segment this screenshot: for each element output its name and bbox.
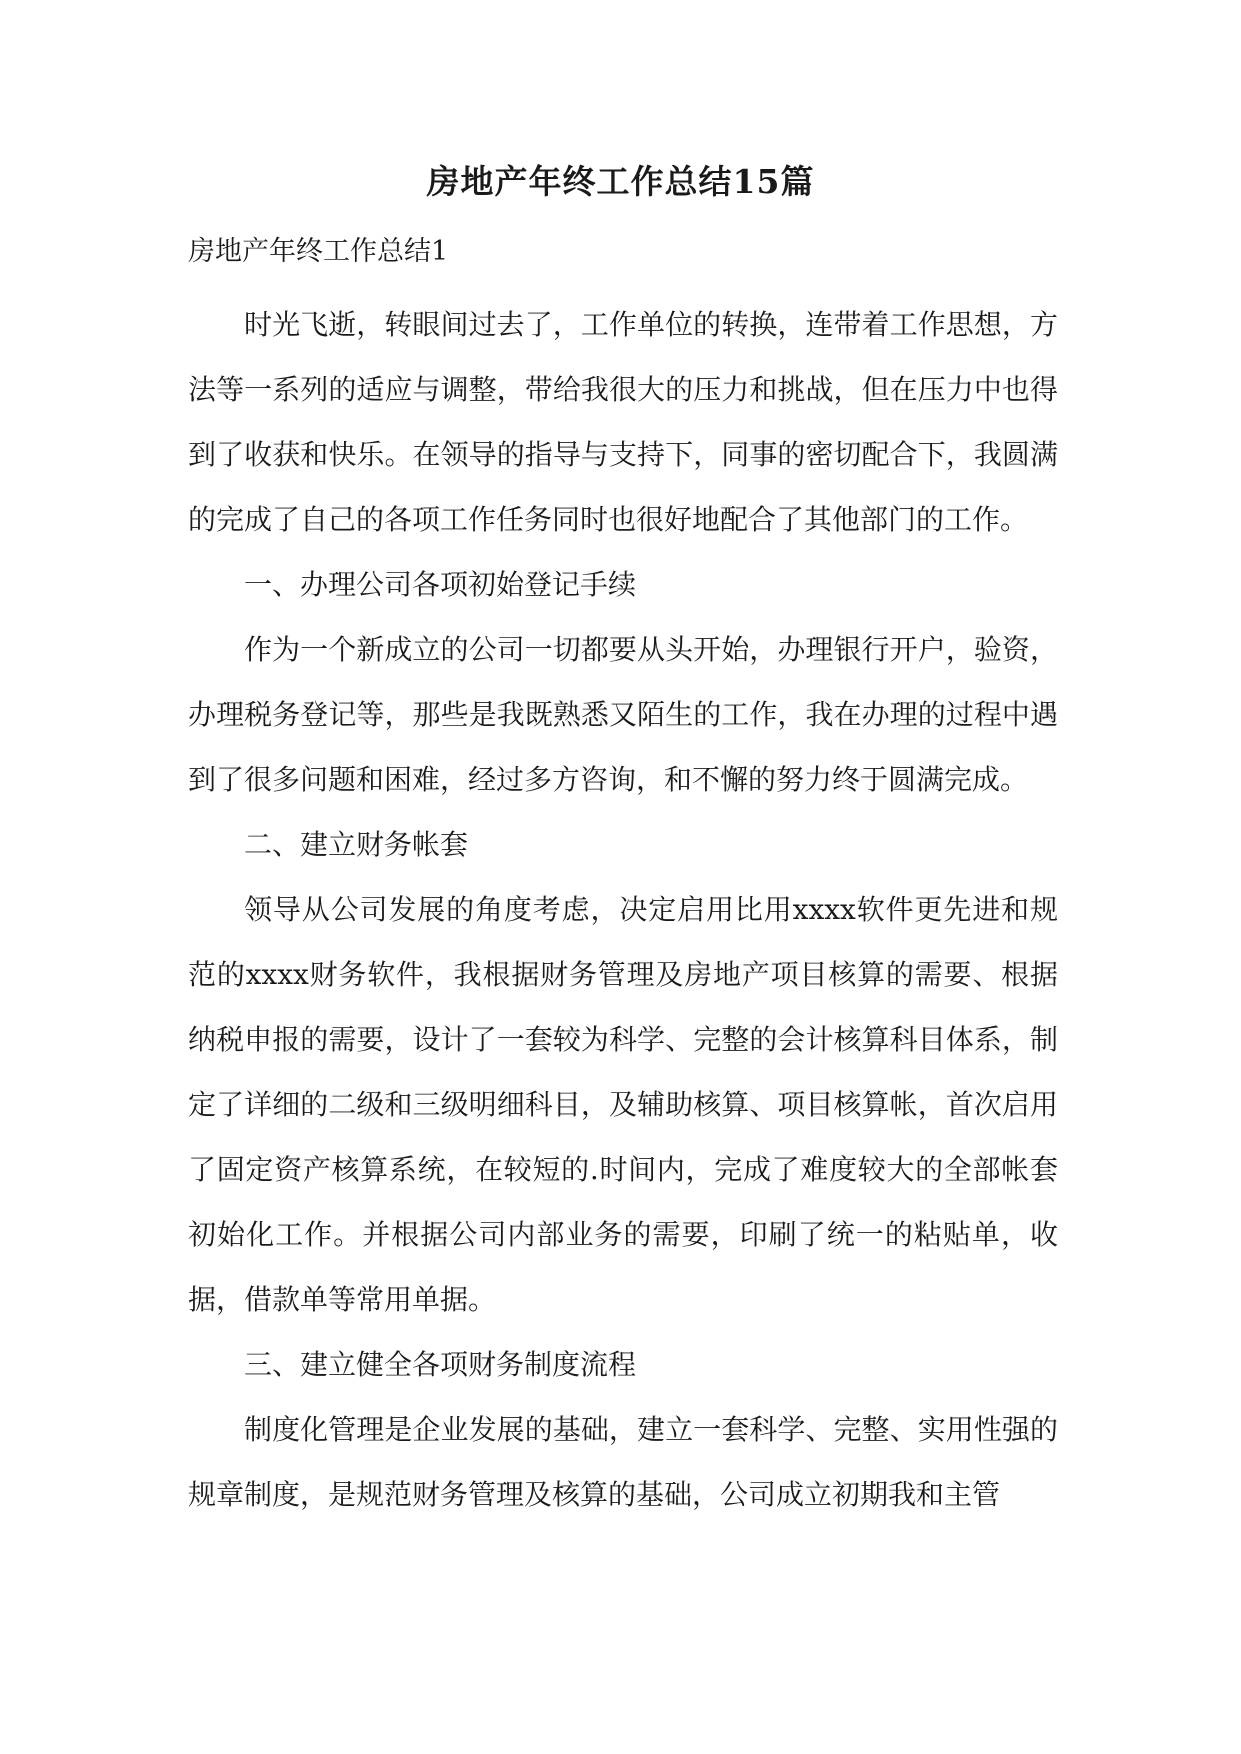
document-body	[188, 292, 1058, 1527]
section-heading-3: 三、建立健全各项财务制度流程	[244, 1348, 637, 1381]
document-subtitle: 房地产年终工作总结1	[188, 236, 449, 267]
paragraph-accounts: 领导从公司发展的角度考虑，决定启用比用xxxx软件更先进和规范的xxxx财务软件，我根据财务管理及房地产项目核算的需要、根据纳税申报的需要，设计了一套较为科学、完整的会计核算科目体系，制定了详细的二级和三级明细科目，及辅助核算、项目核算帐，首次启用了固定资产核算系统，在较短的.时间内，完成了难度较大的全部帐套初始化工作。并根据公司内部业务的需要，印刷了统一的粘贴单，收据，借款单等常用单据。	[188, 893, 1058, 1316]
section-heading-2: 二、建立财务帐套	[244, 828, 469, 861]
paragraph-intro: 时光飞逝，转眼间过去了，工作单位的转换，连带着工作思想，方法等一系列的适应与调整，带给我很大的压力和挑战，但在压力中也得到了收获和快乐。在领导的指导与支持下，同事的密切配合下，我圆满的完成了自己的各项工作任务同时也很好地配合了其他部门的工作。	[188, 308, 1058, 536]
document-title: 房地产年终工作总结15篇	[426, 162, 815, 201]
paragraph-systems: 制度化管理是企业发展的基础，建立一套科学、完整、实用性强的规章制度，是规范财务管理及核算的基础，公司成立初期我和主管	[188, 1413, 1058, 1511]
section-heading-1: 一、办理公司各项初始登记手续	[244, 568, 637, 601]
paragraph-registration: 作为一个新成立的公司一切都要从头开始，办理银行开户，验资，办理税务登记等，那些是我既熟悉又陌生的工作，我在办理的过程中遇到了很多问题和困难，经过多方咨询，和不懈的努力终于圆满完成。	[188, 633, 1058, 796]
